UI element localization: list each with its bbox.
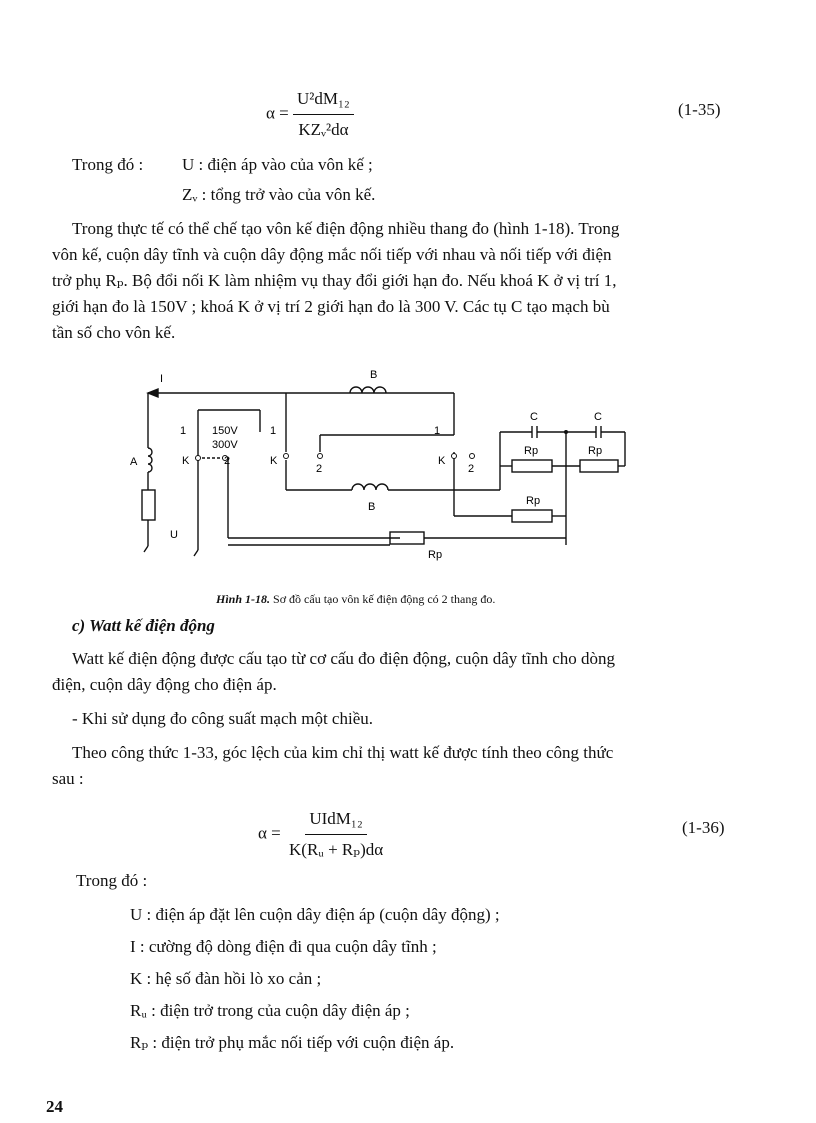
- equation-denominator: K(Rᵤ + Rₚ)dα: [289, 840, 384, 859]
- where-lead: Trong đó :: [72, 155, 144, 174]
- label-capacitor-c: C: [594, 411, 602, 423]
- label-pos-2: 2: [224, 455, 231, 467]
- text-line: vôn kế, cuộn dây tĩnh và cuộn dây động mắc nối tiếp với nhau và nối tiếp với điện: [52, 245, 612, 264]
- equation-lhs: α =: [258, 823, 281, 843]
- label-pos-1: 1: [434, 425, 441, 437]
- equation-fraction: [285, 806, 387, 863]
- text-line: Trong thực tế có thể chế tạo vôn kế điện động nhiều thang đo (hình 1-18). Trong: [72, 219, 620, 238]
- where-item: Rₚ : điện trở phụ mắc nối tiếp với cuộn điện áp.: [130, 1033, 455, 1052]
- label-pos-1: 1: [180, 425, 187, 437]
- text-line: Theo công thức 1-33, góc lệch của kim chỉ thị watt kế được tính theo công thức: [72, 743, 614, 762]
- text-line: tần số cho vôn kế.: [52, 323, 176, 342]
- where-item: U : điện áp đặt lên cuộn dây điện áp (cuộn dây động) ;: [130, 905, 500, 924]
- where-item: Rᵤ : điện trở trong của cuộn dây điện áp ;: [130, 1001, 410, 1020]
- paragraph-multiscale-voltmeter: [52, 216, 764, 346]
- text-line: sau :: [52, 769, 84, 788]
- where-item: I : cường độ dòng điện đi qua cuộn dây tĩnh ;: [130, 937, 437, 956]
- label-pos-1: 1: [270, 425, 277, 437]
- caption-prefix: Hình 1-18.: [216, 592, 271, 606]
- label-switch-k: K: [438, 455, 446, 467]
- label-150v: 150V: [212, 425, 238, 437]
- text-line: Watt kế điện động được cấu tạo từ cơ cấu đo điện động, cuộn dây tĩnh cho dòng: [72, 649, 616, 668]
- paragraph-wattmeter: [52, 646, 764, 698]
- where-lead: Trong đó :: [76, 871, 148, 890]
- where-item: Zᵥ : tổng trở vào của vôn kế.: [182, 185, 376, 204]
- figure-caption: [216, 592, 495, 607]
- label-coil-b-top: B: [370, 369, 378, 381]
- caption-text: Sơ đồ cấu tạo vôn kế điện động có 2 thang đo.: [273, 592, 496, 606]
- bullet-dc: - Khi sử dụng đo công suất mạch một chiều.: [72, 709, 373, 728]
- label-coil-b-mid: B: [368, 501, 376, 513]
- label-rp: Rp: [524, 445, 539, 457]
- label-current: I: [160, 373, 164, 385]
- equation-lhs: α =: [266, 103, 289, 123]
- where-item: K : hệ số đàn hồi lò xo cản ;: [130, 969, 322, 988]
- label-capacitor-c: C: [530, 411, 538, 423]
- label-pos-2: 2: [316, 463, 323, 475]
- label-pos-2: 2: [468, 463, 475, 475]
- label-switch-k: K: [270, 455, 278, 467]
- equation-1-35: [266, 86, 354, 143]
- equation-fraction: [293, 86, 354, 143]
- circuit-diagram: [120, 360, 640, 570]
- paragraph-formula-intro: [52, 740, 764, 792]
- label-coil-a: A: [130, 456, 138, 468]
- label-300v: 300V: [212, 439, 238, 451]
- section-heading: c) Watt kế điện động: [72, 616, 215, 635]
- label-voltage-u: U: [170, 529, 178, 541]
- text-line: giới hạn đo là 150V ; khoá K ở vị trí 2 giới hạn đo là 300 V. Các tụ C tạo mạch bù: [52, 297, 610, 316]
- where-item: U : điện áp vào của vôn kế ;: [182, 155, 373, 174]
- text-line: trở phụ Rₚ. Bộ đổi nối K làm nhiệm vụ thay đổi giới hạn đo. Nếu khoá K ở vị trí 1,: [52, 271, 617, 290]
- text-line: điện, cuộn dây động cho điện áp.: [52, 675, 277, 694]
- label-rp: Rp: [526, 495, 541, 507]
- label-switch-k: K: [182, 455, 190, 467]
- equation-1-36: [258, 806, 387, 863]
- equation-label-1-36: (1-36): [682, 818, 725, 837]
- page-number: 24: [46, 1097, 63, 1116]
- equation-denominator: KZᵥ²dα: [298, 120, 349, 139]
- equation-numerator: U²dM₁₂: [293, 86, 354, 115]
- equation-label-1-35: (1-35): [678, 100, 721, 119]
- label-rp: Rp: [588, 445, 603, 457]
- equation-numerator: UIdM₁₂: [305, 806, 366, 835]
- label-rp: Rp: [428, 549, 443, 561]
